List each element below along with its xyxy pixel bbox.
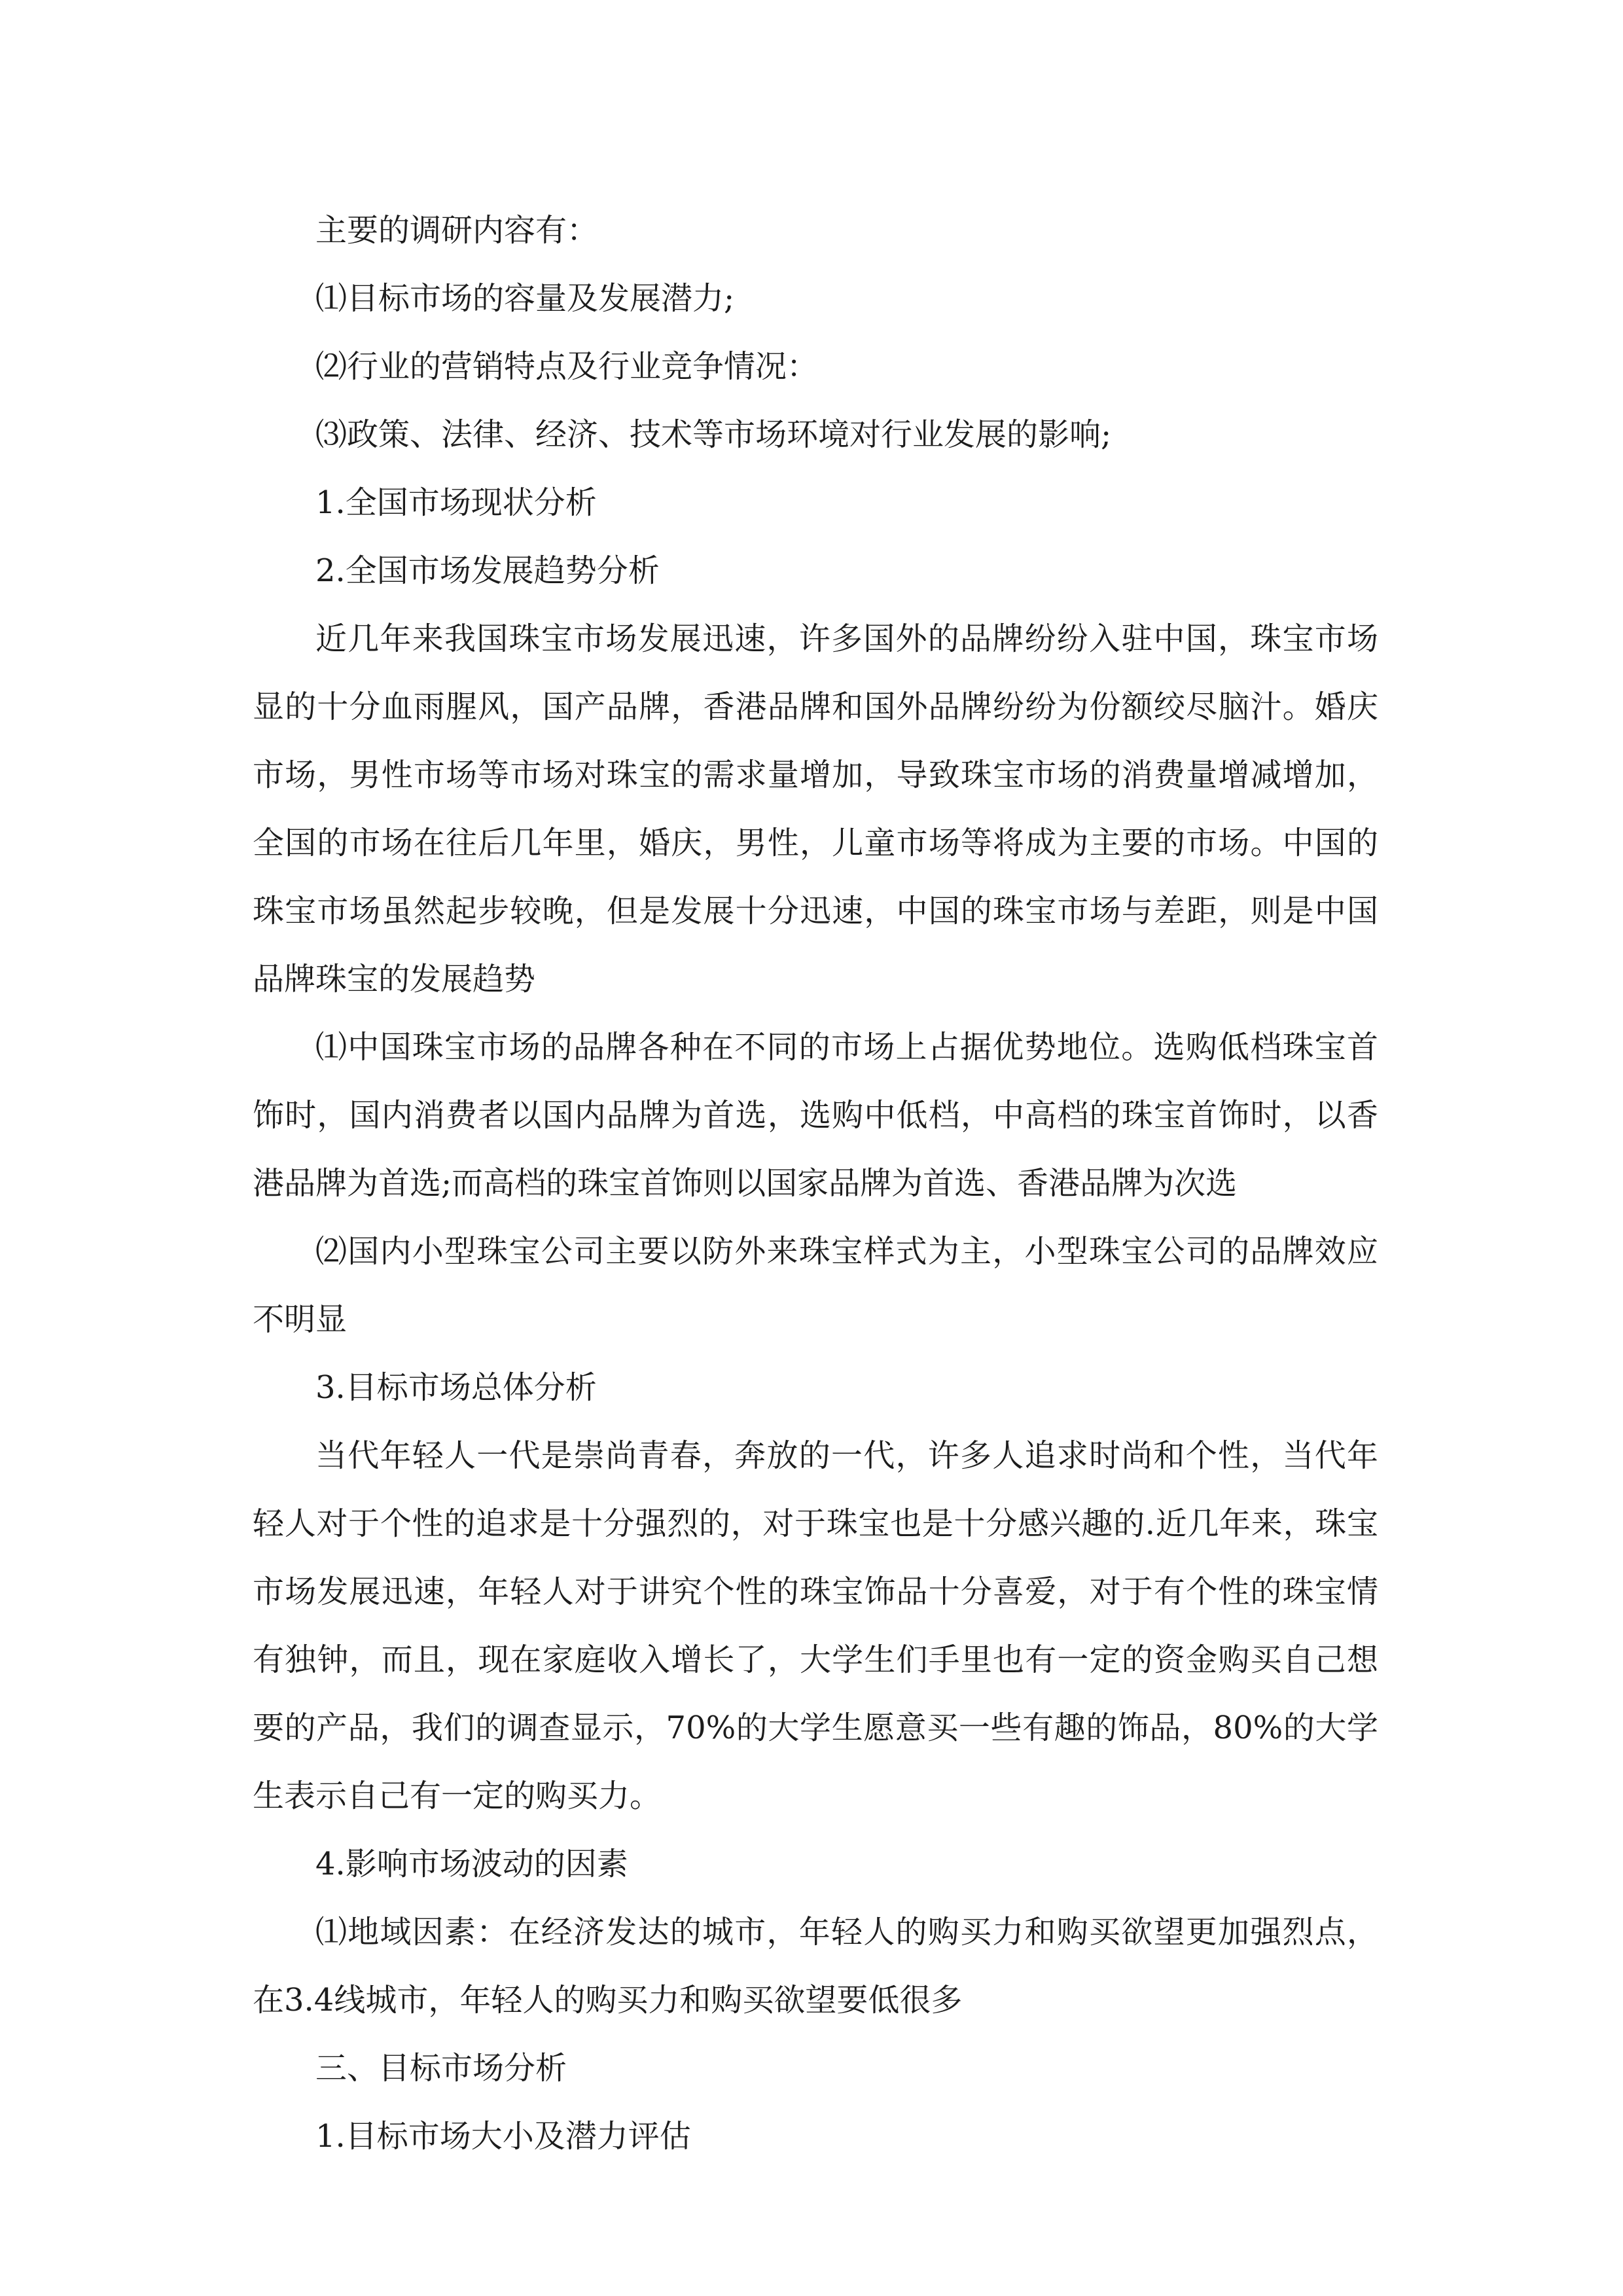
document-body	[253, 196, 1378, 2170]
chapter-heading-target-analysis: 三、目标市场分析	[315, 2050, 567, 2087]
list-item-regional-factor: ⑴地域因素：在经济发达的城市，年轻人的购买力和购买欲望更加强烈点，在3.4线城市，年轻人的购买力和购买欲望要低很多	[253, 1914, 1378, 2018]
section-heading-target-overall: 3.目标市场总体分析	[315, 1369, 597, 1406]
list-item-environment-impact: ⑶政策、法律、经济、技术等市场环境对行业发展的影响;	[315, 416, 1112, 453]
list-item-small-companies: ⑵国内小型珠宝公司主要以防外来珠宝样式为主，小型珠宝公司的品牌效应不明显	[253, 1233, 1378, 1338]
list-item-brand-position: ⑴中国珠宝市场的品牌各种在不同的市场上占据优势地位。选购低档珠宝首饰时，国内消费者以国内品牌为首选，选购中低档，中高档的珠宝首饰时，以香港品牌为首选;而高档的珠宝首饰则以国家品牌为首选、香港品牌为次选	[253, 1029, 1378, 1202]
paragraph-national-trend: 近几年来我国珠宝市场发展迅速，许多国外的品牌纷纷入驻中国，珠宝市场显的十分血雨腥风，国产品牌，香港品牌和国外品牌纷纷为份额绞尽脑汁。婚庆市场，男性市场等市场对珠宝的需求量增加，导致珠宝市场的消费量增减增加，全国的市场在往后几年里，婚庆，男性，儿童市场等将成为主要的市场。中国的珠宝市场虽然起步较晚，但是发展十分迅速，中国的珠宝市场与差距，则是中国品牌珠宝的发展趋势	[253, 620, 1378, 997]
section-heading-market-factors: 4.影响市场波动的因素	[315, 1846, 628, 1882]
list-item-market-capacity: ⑴目标市场的容量及发展潜力;	[315, 280, 735, 317]
list-item-marketing-features: ⑵行业的营销特点及行业竞争情况：	[315, 348, 819, 385]
paragraph-young-consumers: 当代年轻人一代是崇尚青春，奔放的一代，许多人追求时尚和个性，当代年轻人对于个性的追求是十分强烈的，对于珠宝也是十分感兴趣的.近几年来，珠宝市场发展迅速，年轻人对于讲究个性的珠宝饰品十分喜爱，对于有个性的珠宝情有独钟，而且，现在家庭收入增长了，大学生们手里也有一定的资金购买自己想要的产品，我们的调查显示，70%的大学生愿意买一些有趣的饰品，80%的大学生表示自己有一定的购买力。	[253, 1437, 1378, 1814]
section-heading-national-trend: 2.全国市场发展趋势分析	[315, 552, 660, 589]
section-heading-national-status: 1.全国市场现状分析	[315, 484, 597, 521]
paragraph-research-intro: 主要的调研内容有：	[315, 212, 599, 249]
section-heading-market-size: 1.目标市场大小及潜力评估	[315, 2118, 691, 2155]
